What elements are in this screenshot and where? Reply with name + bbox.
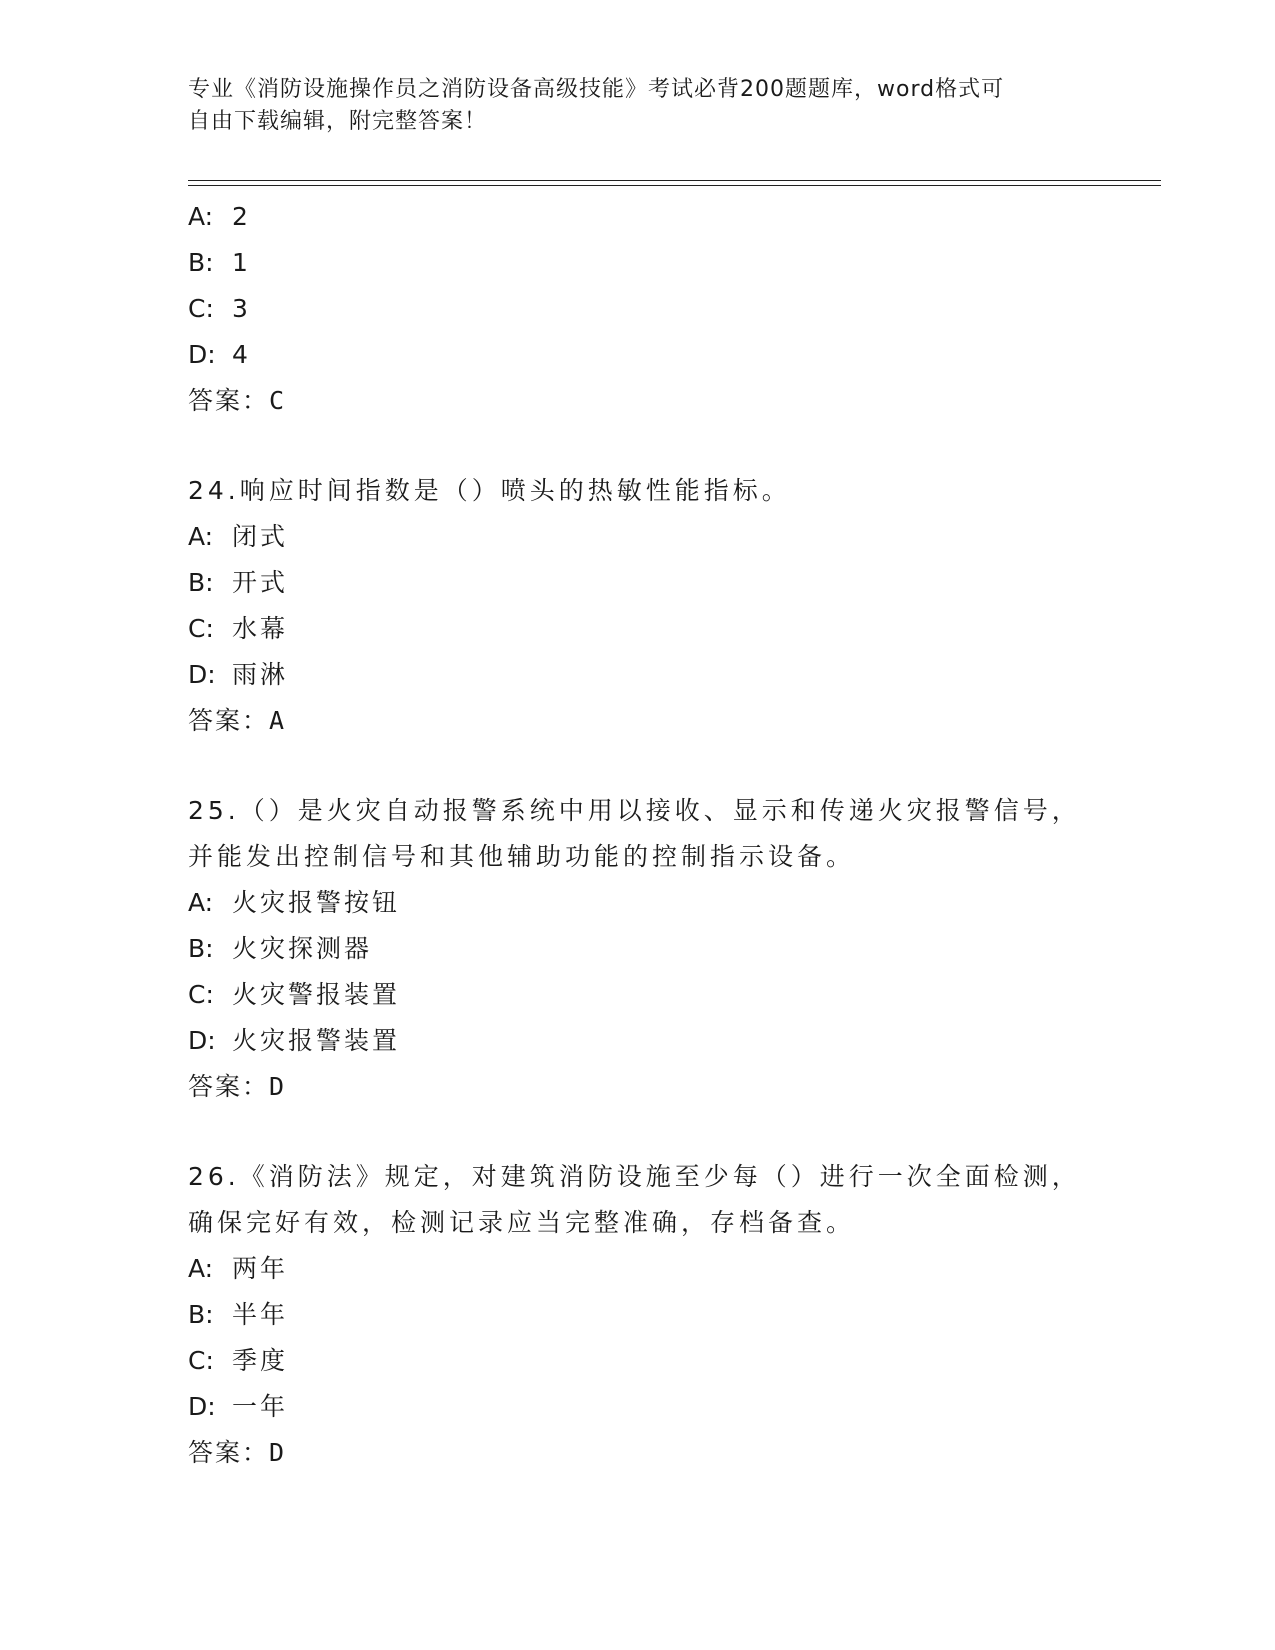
option-a: A: 火灾报警按钮 <box>188 888 401 917</box>
question-stem-line-2: 并能发出控制信号和其他辅助功能的控制指示设备。 <box>188 842 856 871</box>
option-b: B: 开式 <box>188 568 289 597</box>
option-a: A: 两年 <box>188 1254 289 1283</box>
header-divider-top <box>188 180 1161 181</box>
option-c: C: 季度 <box>188 1346 289 1375</box>
question-stem-line-1: 25.（）是火灾自动报警系统中用以接收、显示和传递火灾报警信号， <box>188 796 1081 825</box>
question-list <box>188 194 1138 1476</box>
question-26 <box>188 1154 1138 1476</box>
question-stem-line-2: 确保完好有效，检测记录应当完整准确，存档备查。 <box>188 1208 856 1237</box>
question-stem: 24.响应时间指数是（）喷头的热敏性能指标。 <box>188 476 791 505</box>
question-23 <box>188 194 1138 424</box>
option-d: D: 火灾报警装置 <box>188 1026 401 1055</box>
option-b: B: 火灾探测器 <box>188 934 373 963</box>
header-divider-bottom <box>188 185 1161 186</box>
option-d: D: 一年 <box>188 1392 289 1421</box>
header-line-1: 专业《消防设施操作员之消防设备高级技能》考试必背200题题库，word格式可 <box>188 77 1005 102</box>
option-c: C: 3 <box>188 294 251 323</box>
option-d: D: 雨淋 <box>188 660 289 689</box>
question-stem-line-1: 26.《消防法》规定，对建筑消防设施至少每（）进行一次全面检测， <box>188 1162 1081 1191</box>
option-b: B: 半年 <box>188 1300 289 1329</box>
option-c: C: 火灾警报装置 <box>188 980 401 1009</box>
option-b: B: 1 <box>188 248 251 277</box>
option-d: D: 4 <box>188 340 251 369</box>
answer-line: 答案：C <box>188 386 286 415</box>
option-a: A: 2 <box>188 202 251 231</box>
answer-line: 答案：A <box>188 706 286 735</box>
answer-line: 答案：D <box>188 1072 286 1101</box>
option-c: C: 水幕 <box>188 614 289 643</box>
option-a: A: 闭式 <box>188 522 289 551</box>
header-line-2: 自由下载编辑，附完整答案！ <box>188 109 488 134</box>
answer-line: 答案：D <box>188 1438 286 1467</box>
question-25 <box>188 788 1138 1110</box>
question-24 <box>188 468 1138 744</box>
document-header <box>188 74 1088 138</box>
